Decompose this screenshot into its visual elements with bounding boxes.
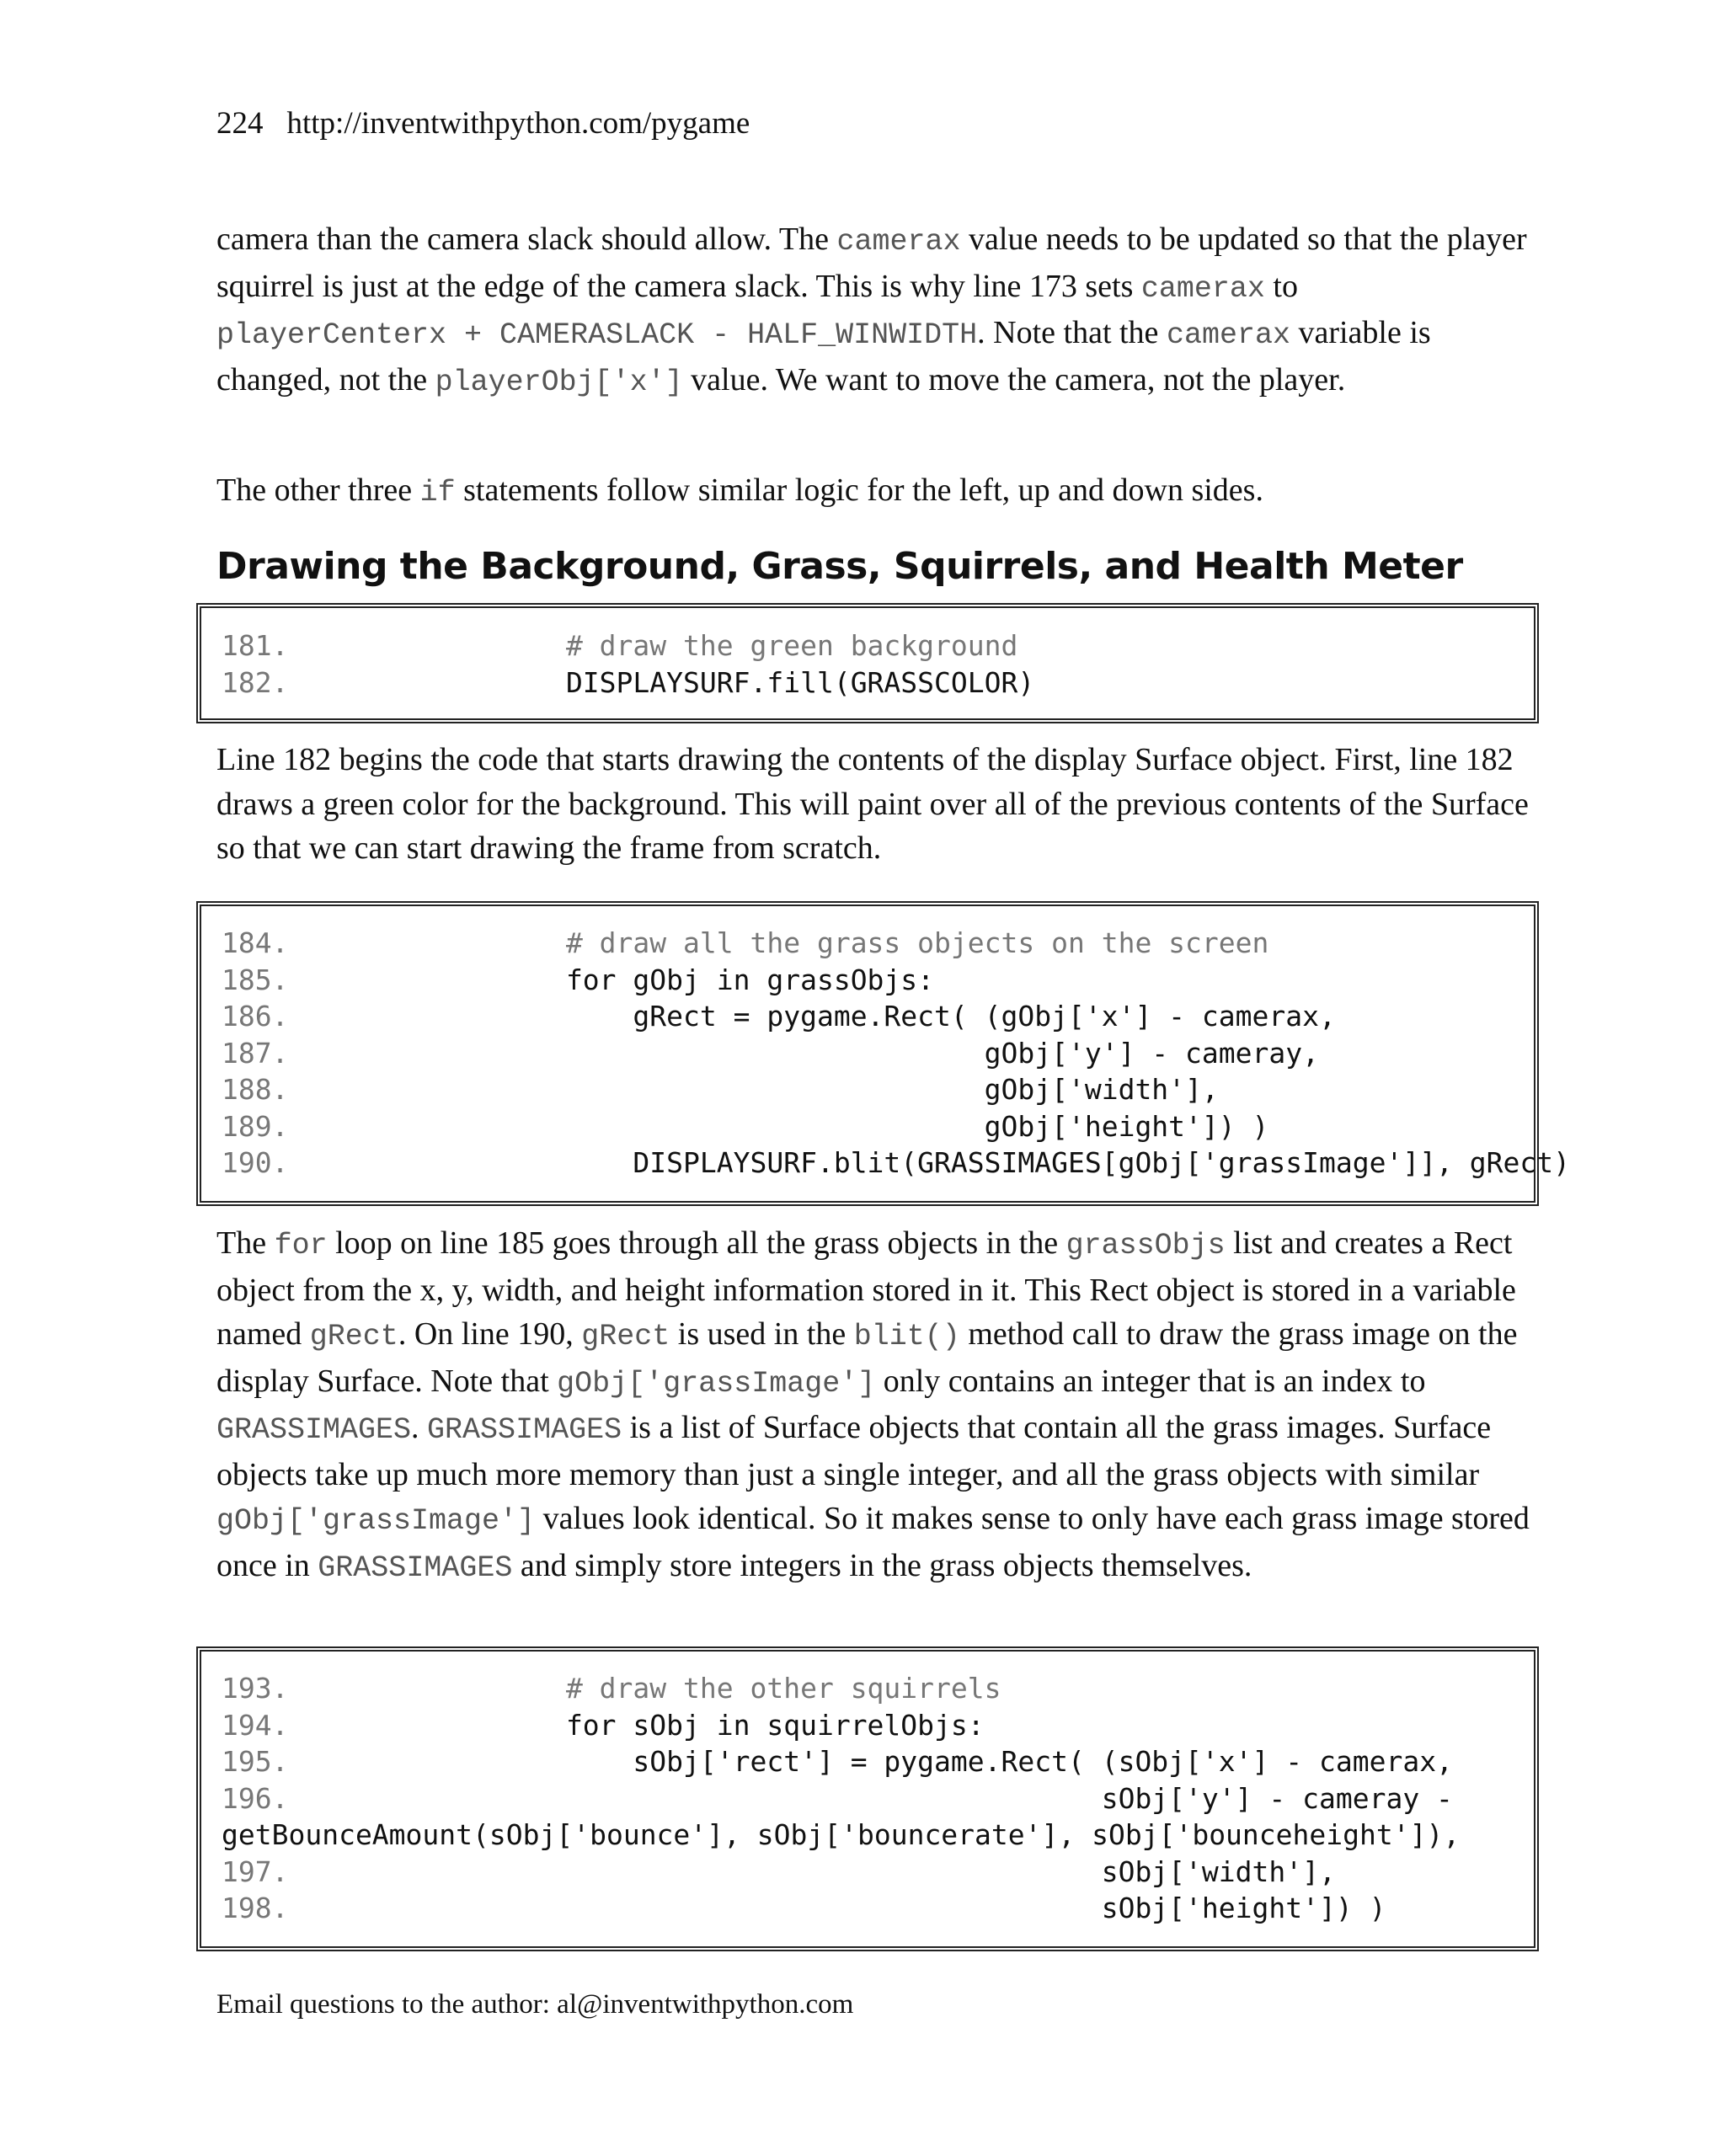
inline-code: gRect: [309, 1320, 398, 1353]
text-run: . Note that the: [977, 315, 1167, 350]
paragraph-grass-loop: [216, 1221, 1530, 1590]
page-number: 224: [216, 106, 264, 141]
code-comment: # draw the other squirrels: [432, 1672, 1001, 1705]
code-comment: # draw the green background: [432, 629, 1018, 662]
inline-code: gObj['grassImage']: [557, 1366, 876, 1401]
text-run: . On line 190,: [398, 1316, 582, 1352]
code-lines: [222, 1670, 1534, 1927]
code-text: sObj['rect'] = pygame.Rect( (sObj['x'] - camerax,: [432, 1745, 1453, 1778]
line-number: 188.: [222, 1073, 289, 1106]
code-block-1: [196, 603, 1539, 723]
text-run: to: [1264, 268, 1298, 304]
code-line: [222, 1890, 1534, 1927]
code-text: gObj['y'] - cameray,: [432, 1036, 1319, 1070]
text-run: The other three: [216, 472, 420, 508]
inline-code: playerCenterx + CAMERASLACK - HALF_WINWIDTH: [216, 318, 978, 352]
header-url[interactable]: http://inventwithpython.com/pygame: [286, 106, 750, 141]
line-number: 185.: [222, 963, 289, 996]
code-line: [222, 1108, 1534, 1145]
code-lines: [222, 627, 1534, 701]
code-text: sObj['width'],: [432, 1854, 1336, 1888]
line-number: 187.: [222, 1036, 289, 1070]
code-text: sObj['height']) ): [432, 1892, 1386, 1924]
line-number: 195.: [222, 1745, 289, 1778]
line-number: 181.: [222, 629, 289, 662]
inline-code: grassObjs: [1065, 1229, 1226, 1262]
code-text: gRect = pygame.Rect( (gObj['x'] - camerax,: [432, 1000, 1336, 1033]
paragraph-other-if: [216, 468, 1530, 515]
text-run: method call to draw the grass image on the display Surface. Note that: [216, 1316, 1518, 1399]
code-text: gObj['height']) ): [432, 1109, 1269, 1143]
code-line: [222, 1743, 1534, 1780]
code-text: gObj['width'],: [432, 1073, 1219, 1106]
inline-code: GRASSIMAGES: [427, 1413, 622, 1447]
line-number: 198.: [222, 1892, 289, 1924]
text-run: variable is changed, not the: [216, 315, 1431, 398]
code-line: [222, 998, 1534, 1035]
code-text: getBounceAmount(sObj['bounce'], sObj['bouncerate'], sObj['bounceheight']),: [222, 1818, 1461, 1851]
text-run: and simply store integers in the grass objects themselves.: [512, 1547, 1252, 1583]
text-run: is a list of Surface objects that contain all the grass images. Surface objects take up much more memory than just a single integer, and all the grass objects with similar: [216, 1410, 1492, 1492]
code-line: [222, 1817, 1534, 1854]
text-run: is used in the: [670, 1316, 854, 1352]
section-heading: Drawing the Background, Grass, Squirrels, and Health Meter: [216, 545, 1463, 588]
line-number: 184.: [222, 926, 289, 959]
text-run: value needs to be updated so that the player squirrel is just at the edge of the camera slack. This is why line 173 sets: [216, 221, 1527, 304]
inline-code: camerax: [1166, 318, 1290, 352]
text-run: camera than the camera slack should allow. The: [216, 221, 837, 257]
text-run: only contains an integer that is an index to: [875, 1363, 1426, 1399]
code-line: [222, 1780, 1534, 1817]
line-number: 182.: [222, 665, 289, 699]
line-number: 193.: [222, 1672, 289, 1705]
code-text: DISPLAYSURF.fill(GRASSCOLOR): [432, 665, 1035, 699]
text-run: loop on line 185 goes through all the grass objects in the: [327, 1225, 1066, 1261]
code-line: [222, 1707, 1534, 1744]
inline-code: gRect: [581, 1320, 670, 1353]
inline-code: camerax: [836, 225, 961, 259]
code-line: [222, 1071, 1534, 1108]
code-line: [222, 1035, 1534, 1072]
inline-code: gObj['grassImage']: [216, 1504, 536, 1538]
text-run: statements follow similar logic for the left, up and down sides.: [455, 472, 1263, 508]
text-run: values look identical. So it makes sense to only have each grass image stored once in: [216, 1501, 1530, 1583]
code-line: [222, 1670, 1534, 1707]
code-comment: # draw all the grass objects on the screen: [432, 926, 1269, 959]
code-line: [222, 925, 1534, 962]
code-lines: [222, 925, 1571, 1182]
paragraph-camera-slack: [216, 217, 1530, 404]
text-run: value. We want to move the camera, not the player.: [682, 361, 1346, 398]
code-block-3: [196, 1646, 1539, 1951]
inline-code: for: [274, 1229, 328, 1262]
line-number: 186.: [222, 1000, 289, 1033]
line-number: 197.: [222, 1854, 289, 1888]
inline-code: GRASSIMAGES: [216, 1413, 412, 1447]
code-line: [222, 1145, 1571, 1182]
page-footer: Email questions to the author: al@inventwithpython.com: [216, 1989, 854, 2020]
line-number: 190.: [222, 1146, 289, 1179]
inline-code: GRASSIMAGES: [318, 1550, 513, 1585]
code-text: for gObj in grassObjs:: [432, 963, 935, 996]
inline-code: camerax: [1140, 271, 1265, 306]
page-header: [216, 105, 750, 141]
inline-code: blit(): [853, 1320, 960, 1353]
line-number: 189.: [222, 1109, 289, 1143]
line-number: 194.: [222, 1708, 289, 1742]
code-line: [222, 664, 1534, 702]
text-run: The: [216, 1225, 275, 1261]
text-run: .: [411, 1410, 428, 1445]
inline-code: if: [419, 476, 456, 510]
code-text: sObj['y'] - cameray -: [432, 1781, 1453, 1815]
code-line: [222, 1854, 1534, 1891]
text-run: list and creates a Rect object from the x, y, width, and height information stored in it. This Rect object is stored in a variable named: [216, 1225, 1516, 1352]
paragraph-line182: Line 182 begins the code that starts drawing the contents of the display Surface object. First, line 182 draws a green color for the background. This will paint over all of the previous contents of the Surface so that we can start drawing the frame from scratch.: [216, 742, 1529, 866]
line-number: 196.: [222, 1781, 289, 1815]
code-text: for sObj in squirrelObjs:: [432, 1708, 985, 1742]
code-line: [222, 627, 1534, 664]
code-block-2: [196, 901, 1571, 1206]
code-line: [222, 962, 1534, 999]
inline-code: playerObj['x']: [435, 365, 683, 399]
code-text: DISPLAYSURF.blit(GRASSIMAGES[gObj['grassImage']], gRect): [432, 1146, 1571, 1179]
